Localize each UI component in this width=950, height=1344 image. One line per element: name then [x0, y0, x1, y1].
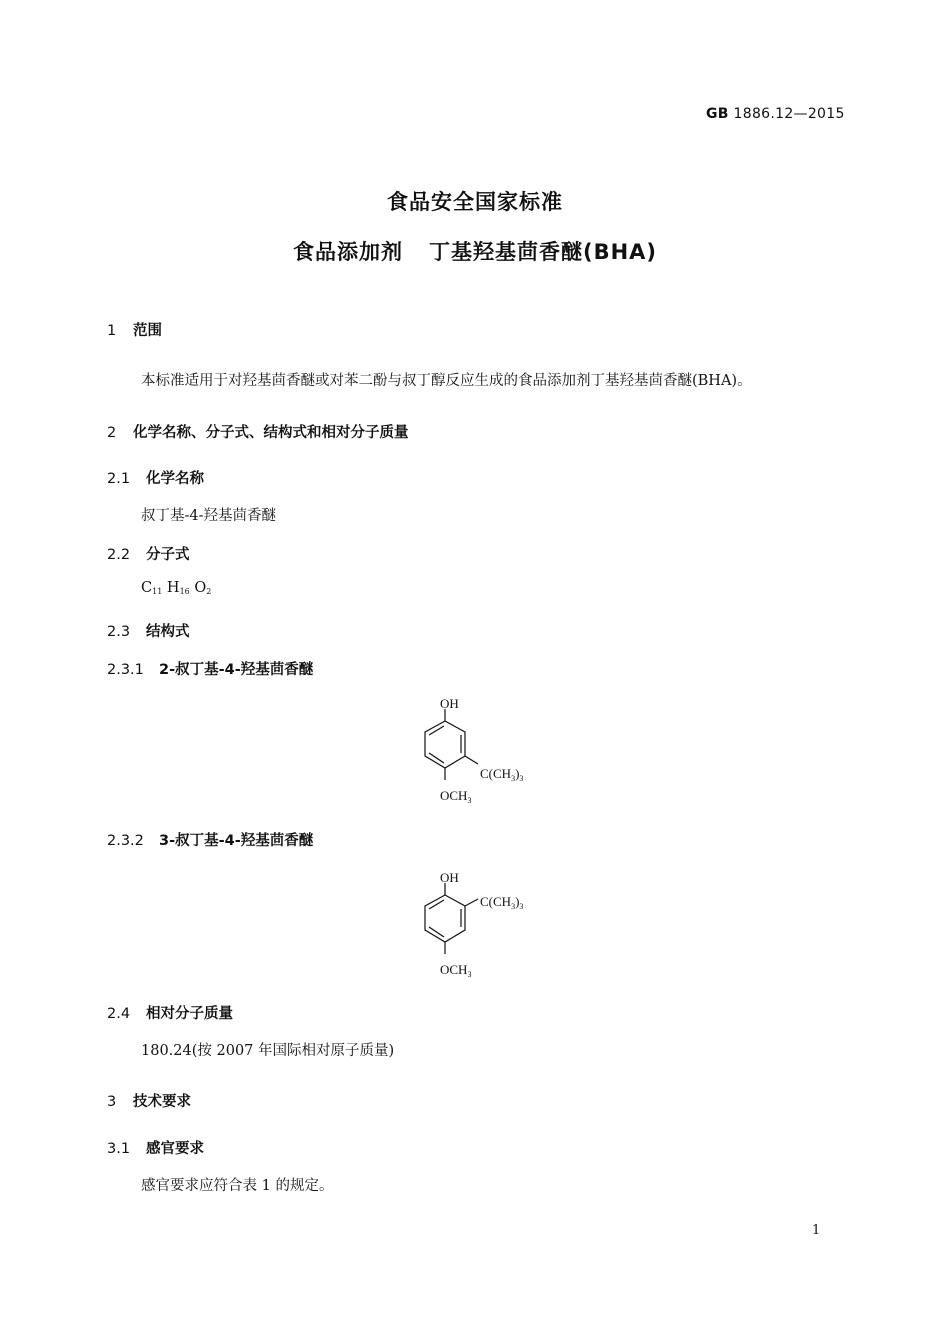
- bond-tbutyl-1: [465, 756, 478, 764]
- section-2-2-heading: [107, 543, 190, 564]
- section-2-3-1-title: 2-叔丁基-4-羟基茴香醚: [159, 662, 314, 678]
- sub-title-part2: 丁基羟基茴香醚(BHA): [428, 240, 658, 264]
- section-2-3-2-number: 2.3.2: [107, 833, 144, 849]
- benzene-ring-1: [425, 709, 478, 780]
- section-2-4-heading: [107, 1002, 233, 1023]
- standard-code-number: 1886.12—2015: [733, 106, 845, 122]
- main-title: 食品安全国家标准: [387, 190, 563, 214]
- label-tbutyl-2: $C(CH_3)_3$: [480, 894, 524, 911]
- molecular-formula: [141, 580, 211, 596]
- formula-count-o: 2: [206, 587, 212, 596]
- formula-element-h: H: [166, 580, 180, 596]
- molecular-mass: 180.24(按 2007 年国际相对原子质量): [141, 1043, 395, 1059]
- bond-tbutyl-2: [465, 899, 478, 906]
- section-2-title: 化学名称、分子式、结构式和相对分子质量: [133, 425, 409, 441]
- section-2-2-number: 2.2: [107, 547, 131, 563]
- section-2-4-number: 2.4: [107, 1006, 131, 1022]
- sub-title-part1: 食品添加剂: [292, 240, 403, 264]
- structure-3-tbha: [400, 864, 560, 989]
- standard-code: [706, 106, 845, 122]
- label-tbutyl-1: $C(CH_3)_3$: [480, 766, 524, 783]
- section-3-1-number: 3.1: [107, 1141, 131, 1157]
- section-2-3-1-heading: [107, 658, 313, 679]
- label-oh-2: OH: [440, 870, 459, 885]
- sensory-requirements-text: 感官要求应符合表 1 的规定。: [141, 1178, 334, 1194]
- formula-element-o: O: [194, 580, 207, 596]
- benzene-ring-2: [425, 883, 478, 954]
- section-3-number: 3: [107, 1094, 117, 1110]
- label-och3-2: $OCH_3$: [440, 962, 472, 979]
- section-3-title: 技术要求: [133, 1094, 191, 1110]
- section-2-1-heading: [107, 467, 204, 488]
- section-2-1-title: 化学名称: [146, 471, 204, 487]
- section-3-1-title: 感官要求: [146, 1141, 204, 1157]
- label-och3-1: $OCH_3$: [440, 788, 472, 805]
- label-oh-1: OH: [440, 696, 459, 711]
- section-1-number: 1: [107, 323, 117, 339]
- section-2-3-title: 结构式: [146, 624, 190, 640]
- page-number: 1: [812, 1223, 821, 1238]
- section-2-1-number: 2.1: [107, 471, 131, 487]
- formula-count-h: 16: [179, 587, 190, 596]
- structure-2-tbha: [400, 690, 560, 815]
- section-2-heading: [107, 421, 409, 442]
- section-2-4-title: 相对分子质量: [146, 1006, 233, 1022]
- section-3-heading: [107, 1090, 191, 1111]
- section-1-heading: [107, 319, 162, 340]
- section-1-text: 本标准适用于对羟基茴香醚或对苯二酚与叔丁醇反应生成的食品添加剂丁基羟基茴香醚(BHA)。: [141, 373, 752, 389]
- section-2-3-heading: [107, 620, 190, 641]
- section-2-3-2-heading: [107, 829, 313, 850]
- section-2-3-1-number: 2.3.1: [107, 662, 144, 678]
- standard-code-prefix: GB: [706, 106, 729, 122]
- section-1-title: 范围: [133, 323, 162, 339]
- sub-title: [0, 236, 950, 266]
- chemical-name: 叔丁基-4-羟基茴香醚: [141, 508, 277, 524]
- formula-count-c: 11: [152, 587, 163, 596]
- section-2-2-title: 分子式: [146, 547, 190, 563]
- section-2-3-2-title: 3-叔丁基-4-羟基茴香醚: [159, 833, 314, 849]
- formula-element-c: C: [141, 580, 153, 596]
- section-3-1-heading: [107, 1137, 204, 1158]
- section-2-3-number: 2.3: [107, 624, 131, 640]
- section-2-number: 2: [107, 425, 117, 441]
